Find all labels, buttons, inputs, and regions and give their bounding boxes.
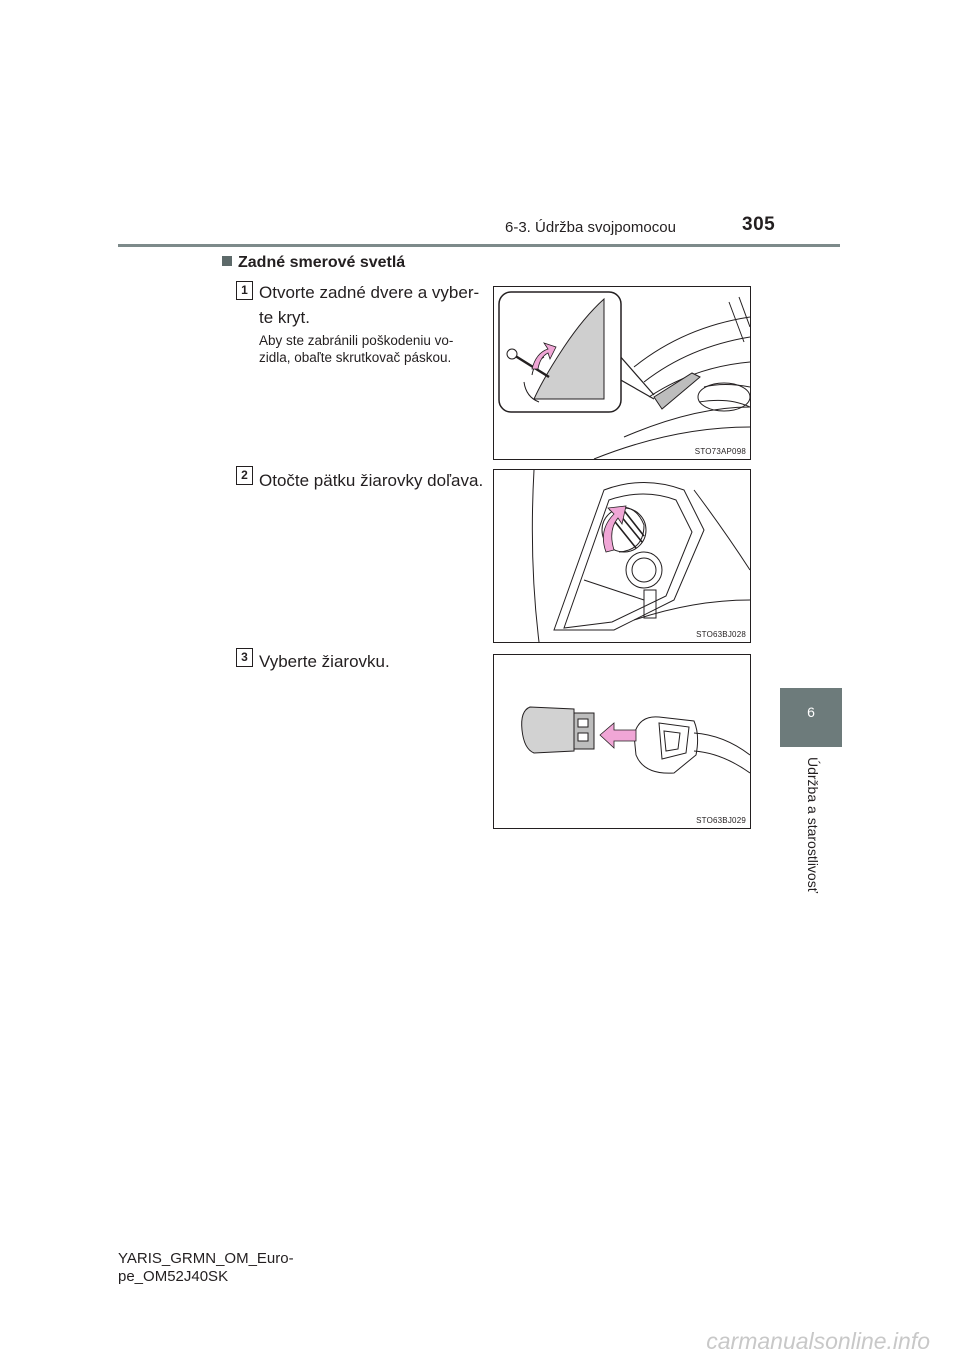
step-1-note-line-1: Aby ste zabránili poškodeniu vo- <box>259 333 454 348</box>
step-number-2: 2 <box>236 466 253 485</box>
step-2-text: Otočte pätku žiarovky doľava. <box>259 471 484 490</box>
remove-bulb-illustration <box>494 655 750 828</box>
figure-1-code: STO73AP098 <box>694 447 746 456</box>
figure-rotate-bulb <box>493 469 751 643</box>
figure-2-code: STO63BJ028 <box>696 630 746 639</box>
step-number-1: 1 <box>236 281 253 300</box>
chapter-tab-number: 6 <box>807 704 815 720</box>
chapter-side-title: Údržba a starostlivosť <box>805 757 821 893</box>
header-rule <box>118 244 840 247</box>
footer-line-1: YARIS_GRMN_OM_Euro- <box>118 1250 294 1267</box>
section-heading <box>222 254 405 272</box>
square-bullet-icon <box>222 256 232 266</box>
step-1-note <box>259 332 484 366</box>
rotate-bulb-illustration <box>494 470 750 642</box>
step-1-text-line-2: te kryt. <box>259 308 311 327</box>
figure-remove-bulb <box>493 654 751 829</box>
open-cover-illustration <box>494 287 750 459</box>
watermark: carmanualsonline.info <box>706 1328 930 1354</box>
step-number-3: 3 <box>236 648 253 667</box>
step-1-text <box>259 280 484 330</box>
page-number: 305 <box>742 214 776 235</box>
step-1-note-line-2: zidla, obaľte skrutkovač páskou. <box>259 350 452 365</box>
footer-line-2: pe_OM52J40SK <box>118 1268 229 1285</box>
figure-open-cover <box>493 286 751 460</box>
step-1-text-line-1: Otvorte zadné dvere a vyber- <box>259 283 480 302</box>
document-footer <box>118 1250 294 1286</box>
figure-3-code: STO63BJ029 <box>696 816 746 825</box>
section-heading-text: Zadné smerové svetlá <box>238 254 406 271</box>
header-section-title: 6-3. Údržba svojpomocou <box>505 219 676 236</box>
step-3-text: Vyberte žiarovku. <box>259 652 390 671</box>
